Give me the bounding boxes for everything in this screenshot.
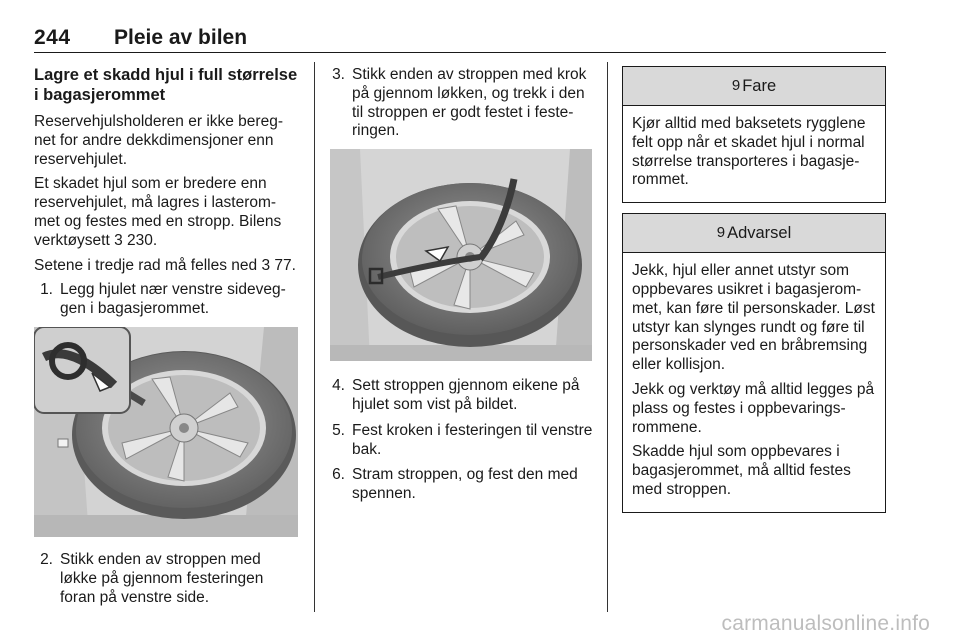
- step-number: 5.: [332, 421, 345, 439]
- illustration-wheel-strap-hook: [330, 149, 592, 361]
- watermark: carmanualsonline.info: [721, 612, 930, 635]
- list-item: [34, 551, 300, 607]
- fare-warning-box: [622, 66, 886, 203]
- paragraph: Et skadet hjul som er bredere enn reservehjulet, må lagres i lasterom-met og festes med en stropp. Bilens verktøysett 3 230.: [34, 175, 282, 249]
- section-heading: Lagre et skadd hjul i full størrelse i bagasjerommet: [34, 66, 298, 104]
- step-text: Sett stroppen gjennom eikene på hjulet som vist på bildet.: [352, 377, 580, 413]
- list-item: [330, 66, 594, 141]
- page-number: 244: [34, 26, 71, 49]
- list-item: [330, 422, 594, 460]
- column-left: [34, 66, 300, 614]
- step-list: [330, 66, 594, 141]
- step-text: Stikk enden av stroppen med løkke på gjennom festeringen foran på venstre side.: [60, 550, 264, 606]
- step-text: Fest kroken i festeringen til venstre bak.: [352, 421, 593, 458]
- page-header: [34, 26, 886, 53]
- step-number: 2.: [40, 550, 53, 568]
- step-list: [34, 551, 300, 607]
- fare-title: Fare: [742, 76, 777, 95]
- list-item: [34, 281, 300, 319]
- step-list: [34, 281, 300, 319]
- step-number: 6.: [332, 466, 345, 484]
- column-middle: [330, 66, 594, 511]
- illustration-wheel-strap-loop: [34, 327, 298, 537]
- column-right: [622, 66, 884, 521]
- advarsel-box-body: [623, 253, 885, 512]
- step-text: Stram stroppen, og fest den med spennen.: [352, 466, 578, 503]
- step-number: 1.: [40, 281, 53, 299]
- list-item: [330, 466, 594, 504]
- advarsel-text: Jekk og verktøy må alltid legges på plass og festes i oppbevarings-rommene.: [632, 380, 875, 436]
- step-text: Legg hjulet nær venstre sideveg-gen i bagasjerommet.: [60, 281, 286, 318]
- step-text: Stikk enden av stroppen med krok på gjennom løkken, og trekk i den til stroppen er godt festet i feste-ringen.: [352, 66, 587, 140]
- advarsel-warning-box: [622, 213, 886, 513]
- fare-box-body: [623, 106, 885, 202]
- paragraph: Reservehjulsholderen er ikke bereg-net for andre dekkdimensjoner enn reservehjulet.: [34, 113, 283, 168]
- fare-box-header: [623, 67, 885, 106]
- advarsel-text: Skadde hjul som oppbevares i bagasjerommet, må alltid festes med stroppen.: [632, 443, 851, 498]
- step-list: [330, 377, 594, 504]
- step-number: 3.: [332, 66, 345, 83]
- warning-triangle-icon: 9: [731, 76, 741, 94]
- advarsel-title: Advarsel: [727, 223, 792, 242]
- fare-text: Kjør alltid med baksetets rygglene felt opp når et skadet hjul i normal størrelse transporteres i bagasje-rommet.: [632, 115, 866, 189]
- chapter-title: Pleie av bilen: [114, 26, 248, 49]
- step-number: 4.: [332, 377, 345, 395]
- paragraph: Setene i tredje rad må felles ned 3 77.: [34, 256, 296, 274]
- warning-triangle-icon: 9: [716, 223, 726, 241]
- advarsel-box-header: [623, 214, 885, 253]
- list-item: [330, 377, 594, 415]
- column-divider: [607, 62, 608, 612]
- column-divider: [314, 62, 315, 612]
- advarsel-text: Jekk, hjul eller annet utstyr som oppbevares usikret i bagasjerom-met, kan føre til personskader. Løst utstyr kan slynges rundt og føre til personskader ved en bråbremsing eller kollisjon.: [632, 262, 875, 374]
